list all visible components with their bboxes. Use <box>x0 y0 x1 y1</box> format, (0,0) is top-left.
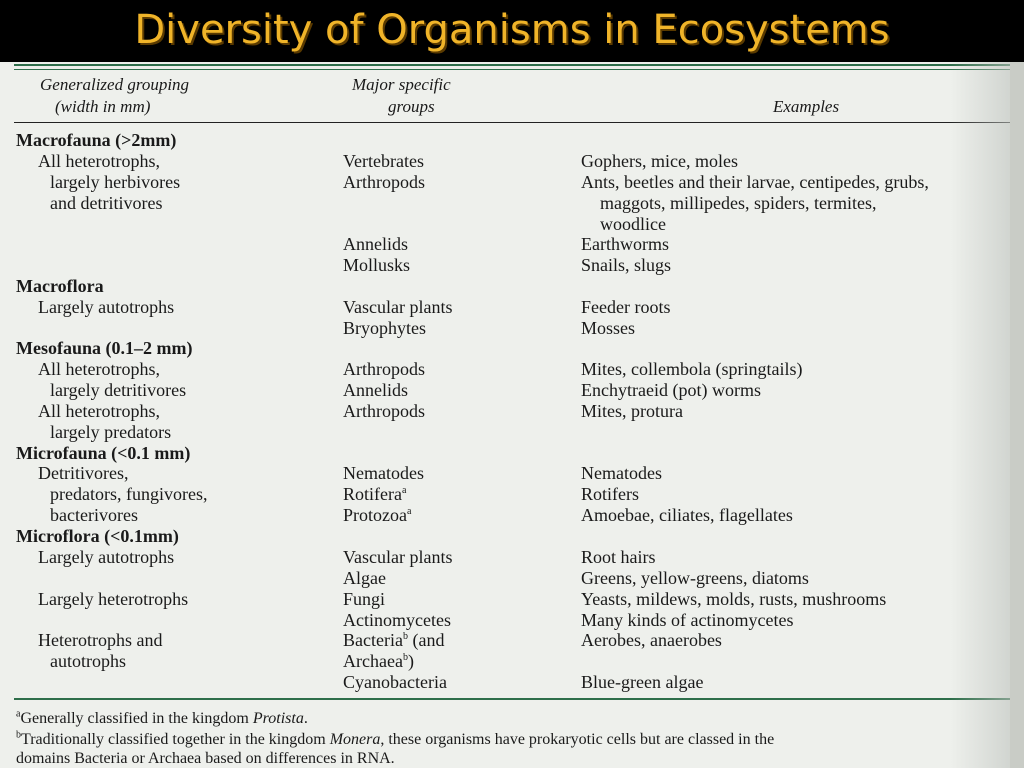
group-cell <box>343 380 408 401</box>
group-cell <box>343 234 408 255</box>
grouping-cell: Largely autotrophs <box>38 547 175 567</box>
group-cell <box>343 672 447 693</box>
footnote <box>16 729 774 750</box>
slide-title: Diversity of Organisms in Ecosystems <box>134 7 890 53</box>
page-edge-shade <box>950 62 1010 768</box>
example-cell: Greens, yellow-greens, diatoms <box>581 568 809 588</box>
footnote-term: Protista <box>252 710 304 727</box>
footnote <box>16 748 395 768</box>
group-name: Rotifera <box>343 484 402 504</box>
footnote-mark: b <box>402 652 408 663</box>
example-cell: Many kinds of actinomycetes <box>581 610 794 630</box>
grouping-cell: Detritivores, <box>38 463 129 483</box>
table-page <box>0 62 1010 768</box>
grouping-cell: All heterotrophs, <box>38 401 160 421</box>
example-cell: Blue-green algae <box>581 672 704 692</box>
grouping-cell: autotrophs <box>50 651 126 671</box>
group-name: Arthropods <box>343 401 425 421</box>
group-cell <box>343 359 425 380</box>
grouping-cell: Largely heterotrophs <box>38 589 189 609</box>
group-cell <box>343 505 411 526</box>
group-name: Protozoa <box>343 505 407 525</box>
group-name: Arthropods <box>343 359 425 379</box>
right-edge-strip <box>1010 62 1024 768</box>
footnote-mark: a <box>406 506 412 517</box>
group-cell <box>343 484 406 505</box>
grouping-cell: Largely autotrophs <box>38 297 175 317</box>
example-cell: Feeder roots <box>581 297 671 317</box>
footnote-text: Generally classified in the kingdom <box>20 710 253 727</box>
footnote-marker: b <box>16 729 21 741</box>
group-cell <box>343 297 452 318</box>
group-heading: Macrofauna (>2mm) <box>16 130 177 150</box>
example-cell: Gophers, mice, moles <box>581 151 738 171</box>
footnote-term: Monera <box>329 731 381 748</box>
group-cell <box>343 651 414 672</box>
grouping-cell: All heterotrophs, <box>38 151 160 171</box>
grouping-cell: bacterivores <box>50 505 138 525</box>
grouping-cell: largely detritivores <box>50 380 187 400</box>
group-name: Annelids <box>343 380 408 400</box>
grouping-cell: and detritivores <box>50 193 163 213</box>
group-cell <box>343 401 425 422</box>
group-name: Nematodes <box>343 463 424 483</box>
grouping-cell: All heterotrophs, <box>38 359 160 379</box>
example-cell: Mites, collembola (springtails) <box>581 359 803 379</box>
footnote-text-end: , these organisms have prokaryotic cells but are classed in the <box>380 731 775 748</box>
example-cell: Nematodes <box>581 463 662 483</box>
group-name: Annelids <box>343 234 408 254</box>
group-name: Bacteria <box>343 630 403 650</box>
group-name: Vascular plants <box>343 297 453 317</box>
group-heading: Macroflora <box>16 276 104 296</box>
example-cell: Ants, beetles and their larvae, centipedes, grubs, <box>581 172 929 192</box>
group-name-suffix: ) <box>407 651 414 671</box>
example-cell: Aerobes, anaerobes <box>581 630 722 650</box>
footnote-text-end: . <box>303 710 308 727</box>
group-name: Vertebrates <box>343 151 424 171</box>
example-cell: Enchytraeid (pot) worms <box>581 380 761 400</box>
group-name-suffix: (and <box>407 630 445 650</box>
title-bar <box>0 0 1024 62</box>
footnote-text: Traditionally classified together in the kingdom <box>21 731 330 748</box>
group-heading: Microflora (<0.1mm) <box>16 526 179 546</box>
group-heading: Mesofauna (0.1–2 mm) <box>16 338 193 358</box>
example-cell: Snails, slugs <box>581 255 672 275</box>
group-cell <box>343 318 426 339</box>
group-name: Fungi <box>343 589 386 609</box>
example-cell: woodlice <box>600 214 666 234</box>
group-name: Mollusks <box>343 255 411 275</box>
example-cell: Mites, protura <box>581 401 683 421</box>
footnote-text: domains Bacteria or Archaea based on differences in RNA. <box>16 750 395 767</box>
example-cell: maggots, millipedes, spiders, termites, <box>600 193 877 213</box>
example-cell: Yeasts, mildews, molds, rusts, mushrooms <box>581 589 887 609</box>
grouping-cell: largely herbivores <box>50 172 181 192</box>
footnote-marker: a <box>16 708 21 720</box>
group-name: Actinomycetes <box>343 610 451 630</box>
group-cell <box>343 463 424 484</box>
grouping-cell: largely predators <box>50 422 172 442</box>
header-col1-line2: (width in mm) <box>55 97 151 116</box>
group-name: Vascular plants <box>343 547 453 567</box>
top-rule <box>14 64 1010 66</box>
group-cell <box>343 568 386 589</box>
example-cell: Rotifers <box>581 484 639 504</box>
header-col2-line1: Major specific <box>352 75 451 94</box>
header-col1-line1: Generalized grouping <box>40 75 190 94</box>
group-cell <box>343 630 444 651</box>
group-cell <box>343 610 451 631</box>
group-name: Archaea <box>343 651 403 671</box>
example-cell: Root hairs <box>581 547 656 567</box>
example-cell: Amoebae, ciliates, flagellates <box>581 505 793 525</box>
group-name: Bryophytes <box>343 318 426 338</box>
top-rule-thin <box>14 69 1010 70</box>
footnote-mark: a <box>401 485 407 496</box>
group-cell <box>343 151 424 172</box>
bottom-rule <box>14 698 1010 700</box>
grouping-cell: Heterotrophs and <box>38 630 163 650</box>
group-cell <box>343 589 385 610</box>
group-cell <box>343 547 452 568</box>
group-heading: Microfauna (<0.1 mm) <box>16 443 191 463</box>
group-name: Arthropods <box>343 172 425 192</box>
example-cell: Mosses <box>581 318 636 338</box>
grouping-cell: predators, fungivores, <box>50 484 208 504</box>
header-rule <box>14 122 1010 123</box>
group-name: Algae <box>343 568 386 588</box>
group-cell <box>343 172 425 193</box>
example-cell: Earthworms <box>581 234 669 254</box>
group-name: Cyanobacteria <box>343 672 447 692</box>
header-col2-line2: groups <box>388 97 435 116</box>
footnote <box>16 708 308 729</box>
footnote-mark: b <box>402 631 408 642</box>
group-cell <box>343 255 410 276</box>
header-col3: Examples <box>773 97 840 116</box>
